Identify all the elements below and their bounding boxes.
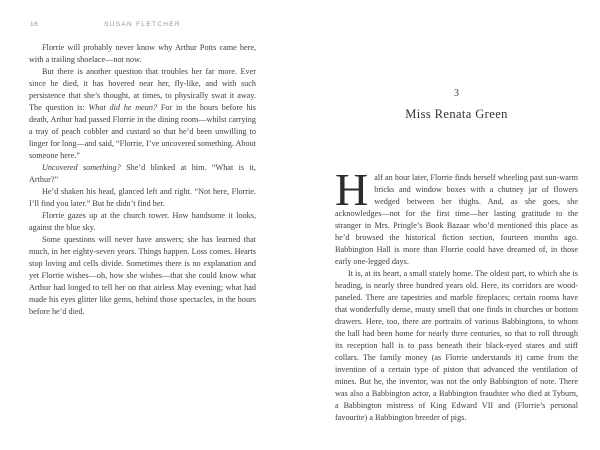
body-paragraph [29, 42, 256, 66]
text-run: But there is another question that troubles her far more. Ever since he died, it has hovered near her, fly-like, and with such persistence that she’s thought, at times, to physically swat it away. The question is: [29, 67, 256, 112]
running-header [29, 21, 256, 31]
italic-text: What did he mean? [88, 103, 158, 112]
chapter-number: 3 [454, 88, 459, 99]
left-page-body [29, 42, 256, 318]
chapter-title: Miss Renata Green [405, 107, 508, 121]
text-run: alf an hour later, Florrie finds herself wheeling past sun-warm bricks and window boxes with a chutney jar of flowers wedged between her thighs. And, as she goes, she acknowledges—not for the first time—her lasting gratitude to the stranger in Mrs. Pringle’s Book Bazaar who’d mentioned this place as he’d browsed the historical fiction section, fourteen months ago. Babbington Hall is more than Florrie could have dreamed of, in those early one-legged days. [335, 173, 578, 266]
right-page-body [335, 164, 578, 424]
text-run: Some questions will never have answers; she has learned that much, in her eighty-seven years. Things happen. Loss comes. Hearts stop loving and cells divide. Sometimes there is no explanation and yet Florrie wishes—oh, how she wishes—that she could know what Arthur had longed to tell her on that airless May evening; what had made his eyes glitter like gems, behind those spectacles, in the hours before he’d died. [29, 235, 256, 316]
left-page [29, 21, 256, 318]
text-run: Florrie gazes up at the church tower. How handsome it looks, against the blue sky. [29, 211, 256, 232]
body-paragraph [335, 164, 578, 268]
body-paragraph [29, 66, 256, 162]
body-paragraph [29, 234, 256, 318]
text-run: He’d shaken his head, glanced left and right. “Not here, Florrie. I’ll find you later.” But he didn’t find her. [29, 187, 256, 208]
italic-text: Uncovered something? [42, 163, 121, 172]
body-paragraph [29, 162, 256, 186]
page-number: 16 [30, 21, 39, 28]
body-paragraph [335, 268, 578, 424]
drop-cap: H [335, 164, 369, 215]
text-run: She’d blinked at him. “What is it, Arthur?” [29, 163, 256, 184]
text-run: Florrie will probably never know why Arthur Potts came here, with a trailing shoelace—not now. [29, 43, 256, 64]
body-paragraph [29, 186, 256, 210]
running-header-title: SUSAN FLETCHER [104, 21, 181, 28]
body-paragraph [29, 210, 256, 234]
text-run: It is, at its heart, a small stately home. The oldest part, to which she is heading, is nearly three hundred years old. Here, its corridors are wood-paneled. There are tapestries and marble fireplaces; certain rooms have that wonderfully dense, musty smell that one finds in churches or bottom drawers. Here, too, there are portraits of various Babbingtons, to whom the hall had been home for nearly three centuries, so that to roll through its reception hall is to pass beneath their black-eyed stares and stiff collars. The family money (as Florrie understands it) came from the invention of a certain type of piston that advanced the ventilation of mines. But he, the inventor, was not the only Babbington of note. There was also a Babbington actor, a Babbington fraudster who died at Tyburn, a Babbington mistress of King Edward VII and (Florrie’s personal favourite) a Babbington breeder of pigs. [335, 269, 578, 422]
text-run: For in the hours before his death, Arthur had passed Florrie in the dining room—whilst carrying a tray of peach cobbler and custard so that he’d been unwilling to linger for long—and said, “Florrie, I’ve uncovered something. About someone here.” [29, 103, 256, 160]
